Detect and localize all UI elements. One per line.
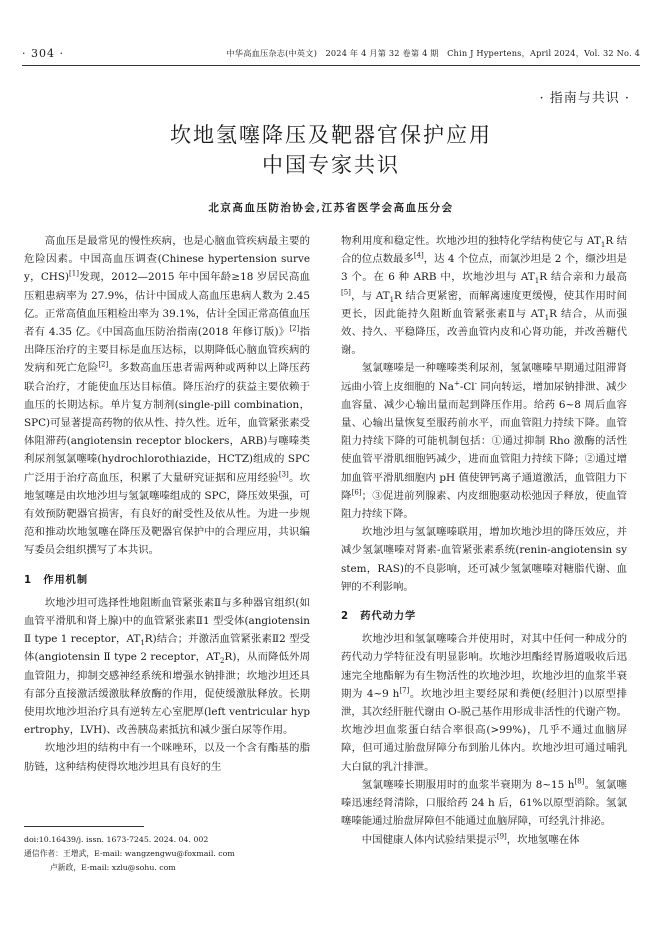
paragraph: 中国健康人体内试验结果提示[9]，坎地氢噻在体: [361, 832, 580, 846]
title-line-2: 中国专家共识: [262, 153, 400, 177]
page-header: [0, 0, 662, 86]
section-heading-mechanism: 1 作用机制: [24, 574, 89, 586]
paragraph: 坎地沙坦的结构中有一个咪唑环，以及一个含有酯基的脂肪链，这种结构使得坎地沙坦具有良好的生: [24, 742, 310, 773]
doi: doi:10.16439/j. issn. 1673-7245. 2024. 04. 002: [24, 835, 209, 844]
footnote: [24, 833, 310, 875]
paragraph: 坎地沙坦和氢氯噻嗪合并使用时，对其中任何一种成分的药代动力学特征没有明显影响。坎地沙坦酯经胃肠道吸收后迅速完全地酯解为有生物活性的坎地沙坦，坎地沙坦的血浆半衰期为 4~9 h[7]。坎地沙坦主要经尿和粪便(经胆汁)以原型排泄，其次经肝脏代谢由 O-脱己基作用形成非活性的代谢产物。坎地沙坦血浆蛋白结合率很高(>99%)，几乎不通过血脑屏障，但可通过胎盘屏障分布到胎儿体内。坎地沙坦可通过哺乳大白鼠的乳汁排泄。: [341, 633, 627, 773]
authors: 北京高血压防治协会,江苏省医学会高血压分会: [208, 202, 454, 214]
page-number: · 304 ·: [22, 47, 64, 60]
section-heading-pharmacokinetics: 2 药代动力学: [341, 611, 417, 623]
section-tag: · 指南与共识 ·: [539, 91, 630, 106]
corresponding-author-1: 通信作者：王增武，E-mail: wangzengwu@foxmail. com: [24, 849, 235, 858]
article-title: [0, 120, 662, 180]
paragraph: 物利用度和稳定性。坎地沙坦的独特化学结构使它与 $AT_1R$ 结合的位点数最多[4]，达 4 个位点，而氯沙坦是 2 个，缬沙坦是 3 个。在 6 种 ARB 中，坎地沙坦与 $AT_1R$ 结合亲和力最高[5]，与 $AT_1R$ 结合更紧密，而解离速度更缓慢，使其作用时间更长，因此能持久阻断血管紧张素Ⅱ与 $AT_1R$ 结合，从而强效、持久、平稳降压，改善血管内皮和心肾功能，并改善糖代谢。: [341, 235, 628, 357]
paragraph: 高血压是最常见的慢性疾病，也是心脑血管疾病最主要的危险因素。中国高血压调查(Chinese hypertension survey，CHS)[1]发现，2012—2015 年中国年龄≥18 岁居民高血压粗患病率为 27.9%，估计中国成人高血压患病人数为 2.45 亿。正常高值血压粗检出率为 39.1%，估计全国正常高值血压者有 4.35 亿。《中国高血压防治指南(2018 年修订版)》[2]指出降压治疗的主要目标是血压达标，以期降低心脑血管疾病的发病和死亡危险[2]。多数高血压患者需两种或两种以上降压药联合治疗，才能使血压达目标值。降压治疗的获益主要依赖于血压的长期达标。单片复方制剂(single-pill combination，SPC)可显著提高药物的依从性、持久性。近年，血管紧张素受体阻滞药(angiotensin receptor blockers，ARB)与噻嗪类利尿剂氢氯噻嗪(hydrochlorothiazide，HCTZ)组成的 SPC 广泛用于治疗高血压，积累了大量研究证据和应用经验[3]。坎地氢噻是由坎地沙坦与氢氯噻嗪组成的 SPC，降压效果强，可有效预防靶器官损害，有良好的耐受性及依从性。为进一步规范和推动坎地氢噻在降压及靶器官保护中的合理应用，共识编写委员会组织撰写了本共识。: [24, 235, 311, 557]
right-column: [341, 232, 627, 849]
title-line-1: 坎地氢噻降压及靶器官保护应用: [170, 123, 492, 147]
paragraph: 氢氯噻嗪长期服用时的血浆半衰期为 8~15 h[8]。氢氯噻嗪迅速经肾清除，口服给药 24 h 后，61%以原型消除。氢氯噻嗪能通过胎盘屏障但不能通过血脑屏障，可经乳汁排泌。: [341, 777, 627, 828]
paragraph: 坎地沙坦可选择性地阻断血管紧张素Ⅱ与多种器官组织(如血管平滑肌和肾上腺)中的血管紧张素Ⅱ1 型受体(angiotensin Ⅱ type 1 receptor，$AT_1R$)结合；并激活血管紧张素Ⅱ2 型受体(angiotensin Ⅱ type 2 receptor，$AT_2R$)，从而降低外周血管阻力，抑制交感神经系统和增强水钠排泄；坎地沙坦还具有部分直接激活缓激肽释放酶的作用，促使缓激肽释放。长期使用坎地沙坦治疗具有逆转左心室肥厚(left ventricular hypertrophy，LVH)、改善胰岛素抵抗和减少蛋白尿等作用。: [24, 596, 310, 737]
left-column: [24, 232, 310, 776]
paragraph: 坎地沙坦与氢氯噻嗪联用，增加坎地沙坦的降压效应，并减少氢氯噻嗪对肾素-血管紧张素系统(renin-angiotensin system，RAS)的不良影响，还可减少氢氯噻嗪对糖脂代谢、血钾的不利影响。: [341, 526, 627, 593]
footnote-rule: [24, 826, 144, 827]
header-rule: [22, 65, 640, 66]
corresponding-author-2: 卢新政，E-mail: xzlu@sohu. com: [50, 863, 176, 872]
paragraph: 氢氯噻嗪是一种噻嗪类利尿剂，氢氯噻嗪早期通过阻滞肾远曲小管上皮细胞的 Na+-Cl- 同向转运，增加尿钠排泄、减少血容量、减少心输出量而起到降压作用。给药 6~8 周后血容量、心输出量恢复至服药前水平，而血管阻力持续下降。血管阻力持续下降的可能机制包括：①通过抑制 Rho 激酶的活性使血管平滑肌细胞钙减少，进而血管阻力持续下降；②通过增加血管平滑肌细胞内 pH 值使钾钙离子通道激活，血管阻力下降[6]；③促进前列腺素、内皮细胞驱动松弛因子释放，使血管阻力持续下降。: [341, 362, 628, 521]
journal-info: 中华高血压杂志(中英文) 2024 年 4 月第 32 卷第 4 期 Chin J Hypertens，April 2024，Vol. 32 No. 4: [226, 48, 640, 58]
